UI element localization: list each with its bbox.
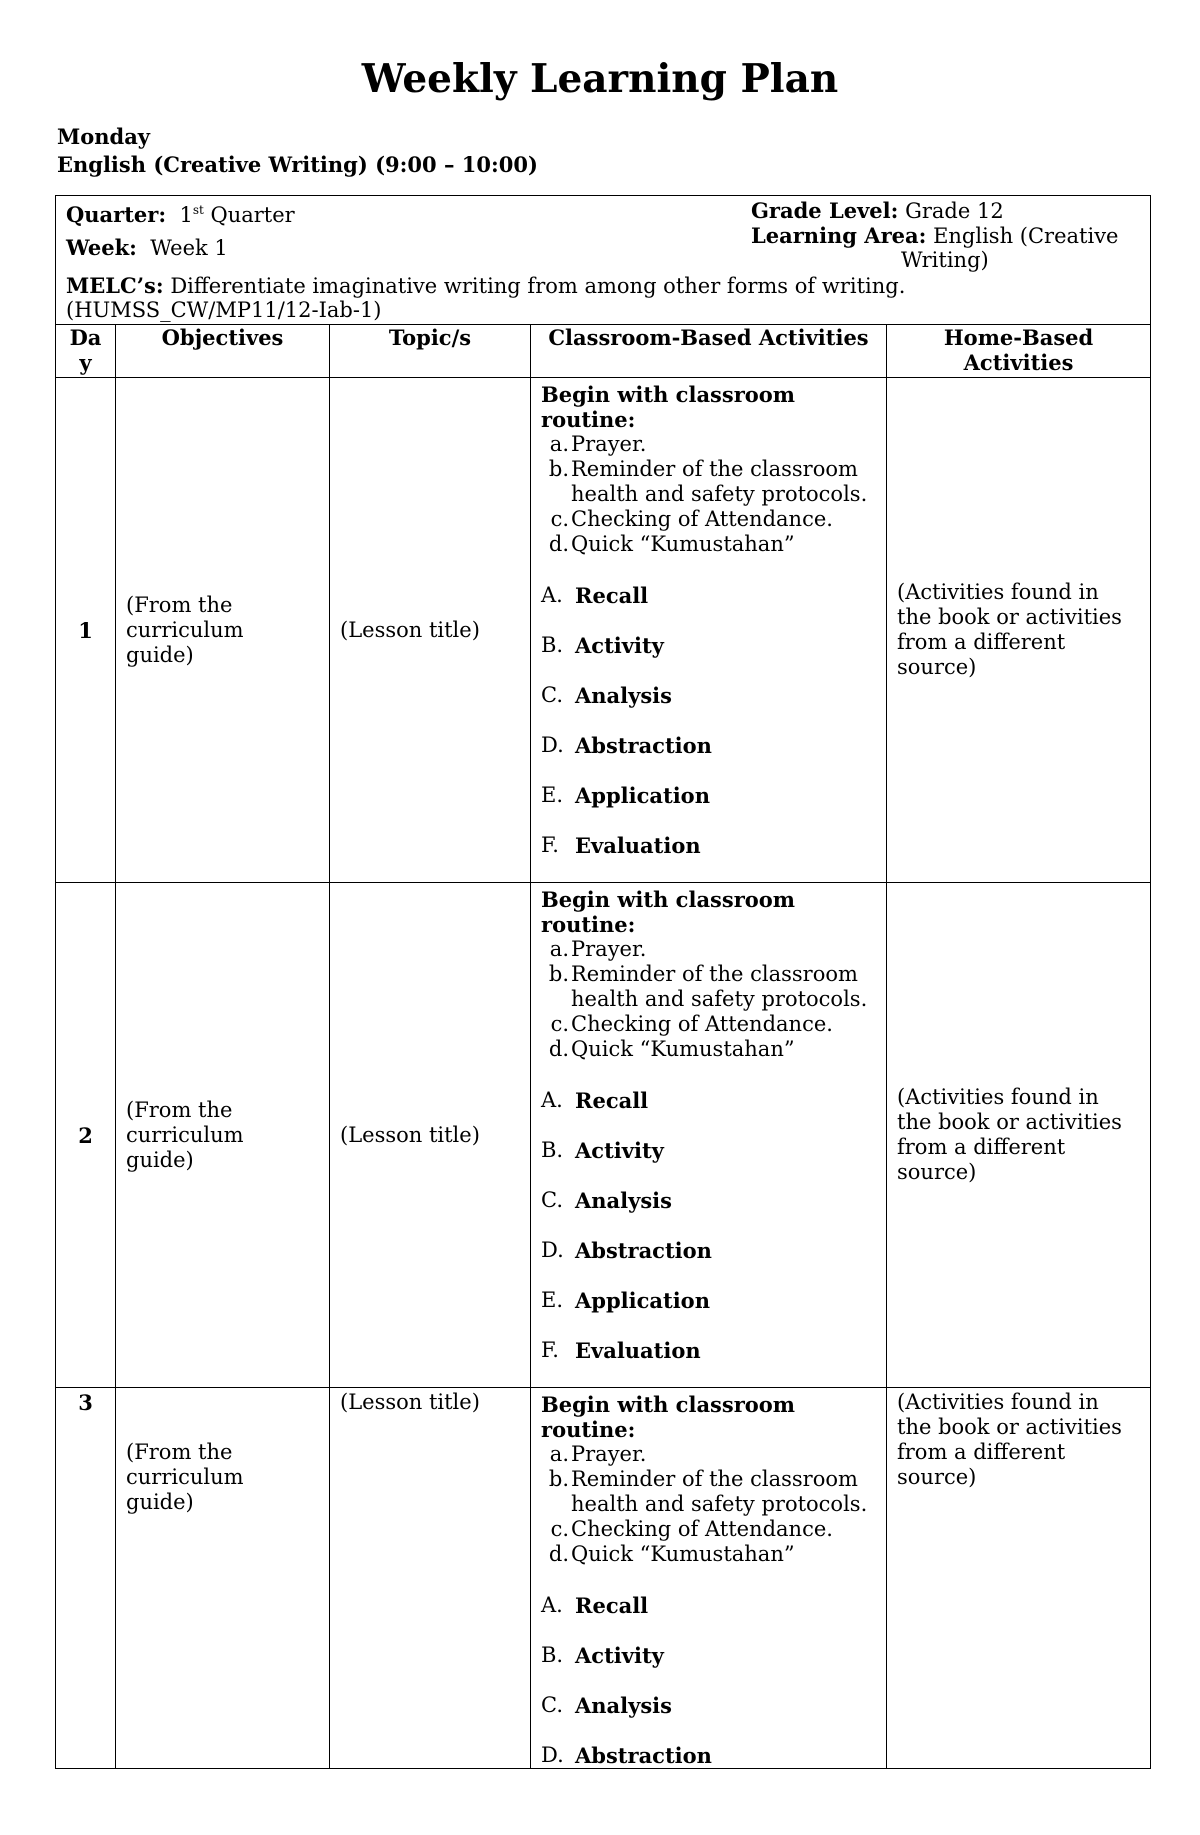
area-label: Learning Area: bbox=[751, 223, 927, 248]
step-item: B. Activity bbox=[541, 633, 664, 658]
step-item: A. Recall bbox=[541, 1593, 649, 1618]
objectives-cell bbox=[116, 1388, 330, 1769]
home-line: from a different bbox=[897, 630, 1066, 654]
routine-item: health and safety protocols. bbox=[571, 987, 868, 1011]
home-line: source) bbox=[897, 1160, 977, 1184]
home-line: the book or activities bbox=[897, 605, 1122, 629]
home-line: (Activities found in bbox=[897, 1085, 1099, 1109]
col-topics: Topic/s bbox=[330, 325, 531, 378]
routine-list bbox=[541, 432, 878, 557]
routine-item: a. Prayer. bbox=[549, 937, 647, 961]
step-item: B. Activity bbox=[541, 1643, 664, 1668]
col-classroom: Classroom-Based Activities bbox=[531, 325, 887, 378]
classroom-cell bbox=[531, 883, 887, 1388]
routine-list bbox=[541, 937, 878, 1062]
day-number: 3 bbox=[78, 1390, 93, 1415]
topic-cell bbox=[330, 1388, 531, 1769]
col-day: Da y bbox=[56, 325, 116, 378]
melc-info bbox=[66, 273, 905, 299]
routine-item: a. Prayer. bbox=[549, 432, 647, 456]
objective-line: (From the bbox=[126, 592, 233, 617]
subject-line: English (Creative Writing) (9:00 – 10:00) bbox=[57, 152, 538, 177]
melc-value: Differentiate imaginative writing from among other forms of writing. bbox=[170, 274, 906, 298]
grade-label: Grade Level: bbox=[751, 198, 899, 223]
home-cell bbox=[887, 378, 1151, 883]
step-item: F. Evaluation bbox=[541, 1338, 701, 1363]
routine-heading-2: routine: bbox=[541, 407, 636, 432]
home-line: from a different bbox=[897, 1135, 1066, 1159]
steps-list bbox=[541, 1088, 878, 1363]
table-row bbox=[56, 883, 1151, 1388]
objective-line: guide) bbox=[126, 642, 194, 667]
page-title: Weekly Learning Plan bbox=[361, 56, 839, 102]
step-item: E. Application bbox=[541, 1288, 710, 1313]
objective-line: curriculum bbox=[126, 1465, 244, 1489]
home-line: from a different bbox=[897, 1440, 1066, 1464]
quarter-info bbox=[66, 198, 295, 228]
step-item: D. Abstraction bbox=[541, 733, 712, 758]
objectives-cell bbox=[116, 378, 330, 883]
col-home: Home-Based Activities bbox=[887, 325, 1151, 378]
home-line: (Activities found in bbox=[897, 1390, 1099, 1414]
routine-item: c. Checking of Attendance. bbox=[550, 1012, 833, 1036]
routine-heading-2: routine: bbox=[541, 1417, 636, 1442]
week-label: Week: bbox=[66, 235, 137, 260]
routine-item: b. Reminder of the classroom bbox=[548, 962, 858, 986]
grade-info bbox=[751, 198, 1004, 224]
objective-line: guide) bbox=[126, 1147, 194, 1172]
area-info bbox=[751, 223, 1118, 249]
step-item: D. Abstraction bbox=[541, 1238, 712, 1263]
objectives-cell bbox=[116, 883, 330, 1388]
classroom-cell bbox=[531, 378, 887, 883]
objective-line: (From the bbox=[126, 1440, 233, 1464]
routine-item: b. Reminder of the classroom bbox=[548, 1467, 858, 1491]
home-cell bbox=[887, 1388, 1151, 1769]
day-number: 1 bbox=[78, 617, 93, 643]
routine-heading: Begin with classroom bbox=[541, 382, 795, 407]
routine-item: d. Quick “Kumustahan” bbox=[548, 532, 795, 556]
step-item: B. Activity bbox=[541, 1138, 664, 1163]
topic-text: (Lesson title) bbox=[340, 617, 480, 642]
step-item: F. Evaluation bbox=[541, 833, 701, 858]
objective-line: guide) bbox=[126, 1490, 194, 1514]
step-item: A. Recall bbox=[541, 1088, 649, 1113]
table-row bbox=[56, 1388, 1151, 1769]
day-cell bbox=[56, 1388, 116, 1769]
area-value-1: English (Creative bbox=[933, 224, 1119, 248]
step-item: A. Recall bbox=[541, 583, 649, 608]
table-row bbox=[56, 378, 1151, 883]
quarter-sup: st bbox=[192, 203, 204, 217]
home-line: the book or activities bbox=[897, 1415, 1122, 1439]
melc-label: MELC’s: bbox=[66, 273, 164, 298]
melc-code: (HUMSS_CW/MP11/12-Iab-1) bbox=[66, 298, 382, 322]
routine-item: d. Quick “Kumustahan” bbox=[548, 1037, 795, 1061]
day-label: Monday bbox=[57, 124, 151, 149]
info-header bbox=[56, 196, 1151, 325]
objective-line: (From the bbox=[126, 1097, 233, 1122]
quarter-rest: Quarter bbox=[203, 203, 295, 227]
day-cell bbox=[56, 883, 116, 1388]
home-cell bbox=[887, 883, 1151, 1388]
routine-item: b. Reminder of the classroom bbox=[548, 457, 858, 481]
column-header-row bbox=[56, 325, 1151, 378]
step-item: C. Analysis bbox=[541, 683, 672, 708]
routine-heading: Begin with classroom bbox=[541, 1392, 795, 1417]
step-item: E. Application bbox=[541, 783, 710, 808]
home-line: the book or activities bbox=[897, 1110, 1122, 1134]
quarter-label: Quarter: bbox=[66, 202, 167, 227]
info-header-row bbox=[56, 196, 1151, 325]
routine-item: c. Checking of Attendance. bbox=[550, 507, 833, 531]
home-line: (Activities found in bbox=[897, 580, 1099, 604]
step-item: C. Analysis bbox=[541, 1188, 672, 1213]
col-objectives: Objectives bbox=[116, 325, 330, 378]
plan-table bbox=[55, 195, 1151, 1769]
home-line: source) bbox=[897, 1465, 977, 1489]
routine-heading-2: routine: bbox=[541, 912, 636, 937]
routine-list bbox=[541, 1442, 878, 1567]
objective-line: curriculum bbox=[126, 1122, 244, 1147]
home-line: source) bbox=[897, 655, 977, 679]
routine-item: d. Quick “Kumustahan” bbox=[548, 1542, 795, 1566]
steps-list bbox=[541, 1593, 878, 1768]
routine-item: c. Checking of Attendance. bbox=[550, 1517, 833, 1541]
routine-item: a. Prayer. bbox=[549, 1442, 647, 1466]
week-info bbox=[66, 235, 228, 261]
area-value-2: Writing) bbox=[901, 248, 989, 272]
topic-text: (Lesson title) bbox=[340, 1390, 480, 1414]
day-cell bbox=[56, 378, 116, 883]
topic-text: (Lesson title) bbox=[340, 1122, 480, 1147]
quarter-num: 1 bbox=[179, 203, 193, 227]
day-number: 2 bbox=[78, 1122, 93, 1148]
routine-item: health and safety protocols. bbox=[571, 1492, 868, 1516]
classroom-cell bbox=[531, 1388, 887, 1769]
grade-value: Grade 12 bbox=[905, 199, 1004, 223]
topic-cell bbox=[330, 378, 531, 883]
routine-item: health and safety protocols. bbox=[571, 482, 868, 506]
topic-cell bbox=[330, 883, 531, 1388]
routine-heading: Begin with classroom bbox=[541, 887, 795, 912]
week-value: Week 1 bbox=[150, 236, 228, 260]
steps-list bbox=[541, 583, 878, 858]
objective-line: curriculum bbox=[126, 617, 244, 642]
step-item: C. Analysis bbox=[541, 1693, 672, 1718]
step-item: D. Abstraction bbox=[541, 1743, 712, 1768]
